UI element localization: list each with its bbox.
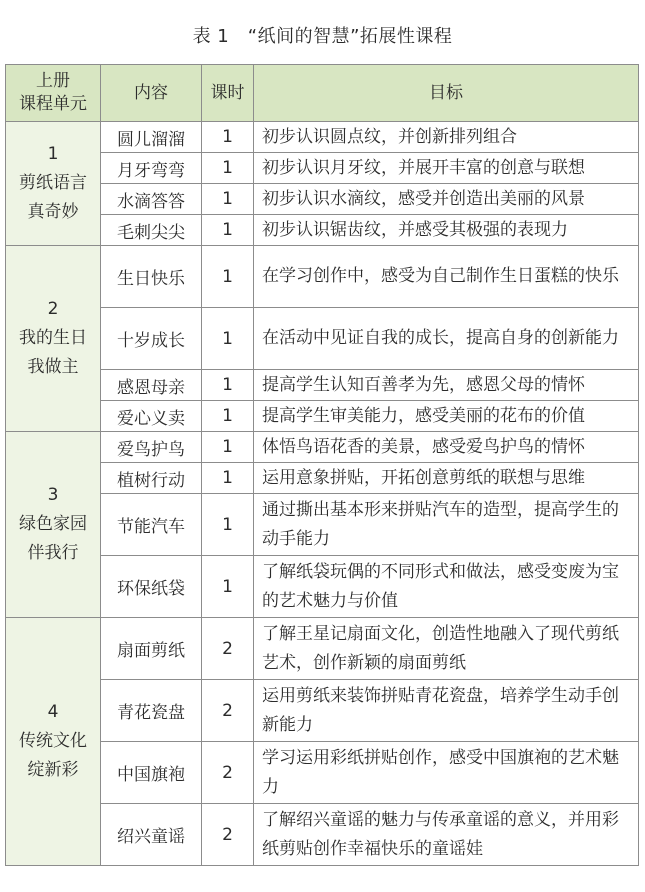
table-row [6,463,639,494]
unit-number: 2 [47,299,59,319]
unit-cell-3 [6,432,101,618]
goal-cell: 了解绍兴童谣的魅力与传承童谣的意义，并用彩纸剪贴创作幸福快乐的童谣娃 [254,804,639,866]
table-row [6,618,639,680]
hours-cell: 1 [202,494,254,556]
content-cell: 爱鸟护鸟 [101,432,202,463]
unit-name-line: 伴我行 [27,543,79,563]
hours-cell: 2 [202,618,254,680]
hours-cell: 1 [202,215,254,246]
unit-name-line: 真奇妙 [27,202,79,222]
header-unit-line1: 上册 [36,71,70,91]
goal-cell: 在活动中见证自我的成长，提高自身的创新能力 [254,308,639,370]
course-table [5,64,639,866]
goal-cell: 体悟鸟语花香的美景，感受爱鸟护鸟的情怀 [254,432,639,463]
goal-cell: 初步认识圆点纹，并创新排列组合 [254,122,639,153]
unit-cell-2 [6,246,101,432]
content-cell: 圆儿溜溜 [101,122,202,153]
unit-cell-4 [6,618,101,866]
table-row [6,432,639,463]
hours-cell: 1 [202,463,254,494]
content-cell: 植树行动 [101,463,202,494]
hours-cell: 1 [202,308,254,370]
content-cell: 绍兴童谣 [101,804,202,866]
unit-name-line: 剪纸语言 [19,173,87,193]
table-row [6,308,639,370]
table-row [6,246,639,308]
goal-cell: 运用剪纸来装饰拼贴青花瓷盘，培养学生动手创新能力 [254,680,639,742]
table-row [6,215,639,246]
hours-cell: 2 [202,680,254,742]
goal-cell: 学习运用彩纸拼贴创作，感受中国旗袍的艺术魅力 [254,742,639,804]
header-hours: 课时 [202,65,254,122]
unit-name-line: 我的生日 [19,328,87,348]
hours-cell: 2 [202,804,254,866]
table-row [6,153,639,184]
goal-cell: 了解王星记扇面文化，创造性地融入了现代剪纸艺术，创作新颖的扇面剪纸 [254,618,639,680]
hours-cell: 1 [202,246,254,308]
goal-cell: 初步认识水滴纹，感受并创造出美丽的风景 [254,184,639,215]
table-row [6,742,639,804]
table-row [6,556,639,618]
content-cell: 水滴答答 [101,184,202,215]
hours-cell: 1 [202,432,254,463]
content-cell: 中国旗袍 [101,742,202,804]
header-unit [6,65,101,122]
goal-cell: 通过撕出基本形来拼贴汽车的造型，提高学生的动手能力 [254,494,639,556]
table-row [6,494,639,556]
content-cell: 扇面剪纸 [101,618,202,680]
unit-name-line: 绽新彩 [27,760,79,780]
content-cell: 感恩母亲 [101,370,202,401]
table-caption: 表 1 “纸间的智慧”拓展性课程 [192,26,453,47]
goal-cell: 在学习创作中，感受为自己制作生日蛋糕的快乐 [254,246,639,308]
goal-cell: 运用意象拼贴，开拓创意剪纸的联想与思维 [254,463,639,494]
unit-name-line: 传统文化 [19,731,87,751]
content-cell: 十岁成长 [101,308,202,370]
goal-cell: 初步认识锯齿纹，并感受其极强的表现力 [254,215,639,246]
goal-cell: 初步认识月牙纹，并展开丰富的创意与联想 [254,153,639,184]
content-cell: 爱心义卖 [101,401,202,432]
table-row [6,401,639,432]
unit-cell-1 [6,122,101,246]
hours-cell: 1 [202,401,254,432]
hours-cell: 1 [202,556,254,618]
table-row [6,184,639,215]
table-row [6,680,639,742]
content-cell: 环保纸袋 [101,556,202,618]
unit-name-line: 我做主 [27,357,79,377]
content-cell: 生日快乐 [101,246,202,308]
table-row [6,804,639,866]
hours-cell: 2 [202,742,254,804]
hours-cell: 1 [202,153,254,184]
unit-number: 4 [47,702,59,722]
unit-name-line: 绿色家园 [19,514,87,534]
content-cell: 月牙弯弯 [101,153,202,184]
header-unit-line2: 课程单元 [19,94,87,114]
table-row [6,122,639,153]
table-row [6,370,639,401]
goal-cell: 了解纸袋玩偶的不同形式和做法，感受变废为宝的艺术魅力与价值 [254,556,639,618]
hours-cell: 1 [202,122,254,153]
header-goal: 目标 [254,65,639,122]
content-cell: 毛刺尖尖 [101,215,202,246]
header-content: 内容 [101,65,202,122]
hours-cell: 1 [202,184,254,215]
unit-number: 3 [47,485,59,505]
content-cell: 青花瓷盘 [101,680,202,742]
goal-cell: 提高学生认知百善孝为先，感恩父母的情怀 [254,370,639,401]
goal-cell: 提高学生审美能力，感受美丽的花布的价值 [254,401,639,432]
hours-cell: 1 [202,370,254,401]
header-row [6,65,639,122]
content-cell: 节能汽车 [101,494,202,556]
unit-number: 1 [47,144,59,164]
